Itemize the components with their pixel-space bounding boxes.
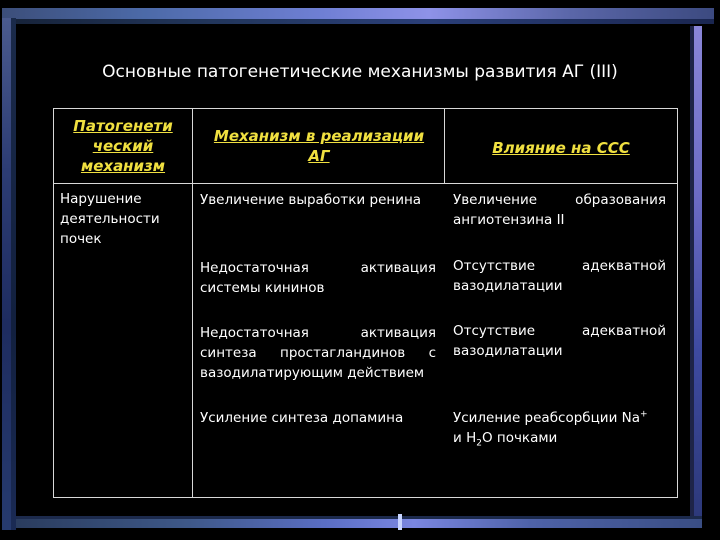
cell-effect-vasodilation-2 <box>453 321 666 361</box>
cell-realization-kinins <box>200 258 436 298</box>
effect-vasodilation-1-line-1: Отсутствие адекватной <box>453 258 666 274</box>
mechanism-line-1: Нарушение <box>60 191 142 207</box>
table-header-divider <box>53 183 678 184</box>
cell-effect-reabsorption <box>453 408 666 448</box>
slide-title: Основные патогенетические механизмы развития АГ (III) <box>102 62 618 82</box>
frame-bottom-marker <box>398 514 402 530</box>
kidneys-text: О почками <box>481 430 558 446</box>
header-cardiovascular-effect <box>446 138 676 158</box>
realization-kinins-line-1: Недостаточная активация <box>200 260 436 276</box>
header-col2-line-1: Механизм в реализации <box>213 127 425 145</box>
realization-kinins-line-2: системы кининов <box>200 280 325 296</box>
water-prefix-text: и Н <box>453 430 477 446</box>
realization-renin-line-1: Увеличение выработки ренина <box>200 192 422 208</box>
effect-vasodilation-2-line-2: вазодилатации <box>453 343 563 359</box>
cell-realization-renin <box>200 190 436 210</box>
effect-reabsorption-line-1 <box>453 408 666 428</box>
mechanism-line-2: деятельности <box>60 211 160 227</box>
mechanism-line-3: почек <box>60 231 102 247</box>
header-col3-line-1: Влияние на ССС <box>492 139 630 157</box>
effect-angiotensin-line-1: Увеличение образования <box>453 192 666 208</box>
reabsorption-text: Усиление реабсорбции Na <box>453 410 641 426</box>
frame-right-bar <box>690 26 702 526</box>
realization-prostaglandins-line-1: Недостаточная активация <box>200 325 436 341</box>
header-realization-mechanism <box>196 126 442 166</box>
effect-reabsorption-line-2 <box>453 428 666 448</box>
frame-left-bar <box>2 18 16 530</box>
effect-vasodilation-1-line-2: вазодилатации <box>453 278 563 294</box>
effect-angiotensin-line-2: ангиотензина II <box>453 212 565 228</box>
table-column-divider-1 <box>192 108 193 498</box>
cell-realization-prostaglandins <box>200 323 436 383</box>
cell-effect-vasodilation-1 <box>453 256 666 296</box>
cell-realization-dopamine <box>200 408 436 428</box>
header-col2-line-2: АГ <box>308 147 330 165</box>
table-column-divider-2 <box>444 108 445 183</box>
header-col1-line-2: ческий <box>92 137 154 155</box>
header-pathogenetic-mechanism <box>56 116 190 176</box>
realization-prostaglandins-line-3: вазодилатирующим действием <box>200 365 425 381</box>
frame-bottom-bar <box>16 516 702 528</box>
cell-effect-angiotensin <box>453 190 666 230</box>
header-col1-line-3: механизм <box>80 157 166 175</box>
realization-dopamine-line-1: Усиление синтеза допамина <box>200 410 404 426</box>
cell-mechanism-kidney <box>60 189 188 249</box>
sodium-charge-superscript: + <box>640 409 648 420</box>
realization-prostaglandins-line-2: синтеза простагландинов с <box>200 345 436 361</box>
water-subscript: 2 <box>476 438 482 449</box>
effect-vasodilation-2-line-1: Отсутствие адекватной <box>453 323 666 339</box>
header-col1-line-1: Патогенети <box>73 117 173 135</box>
frame-top-bar <box>2 8 714 24</box>
